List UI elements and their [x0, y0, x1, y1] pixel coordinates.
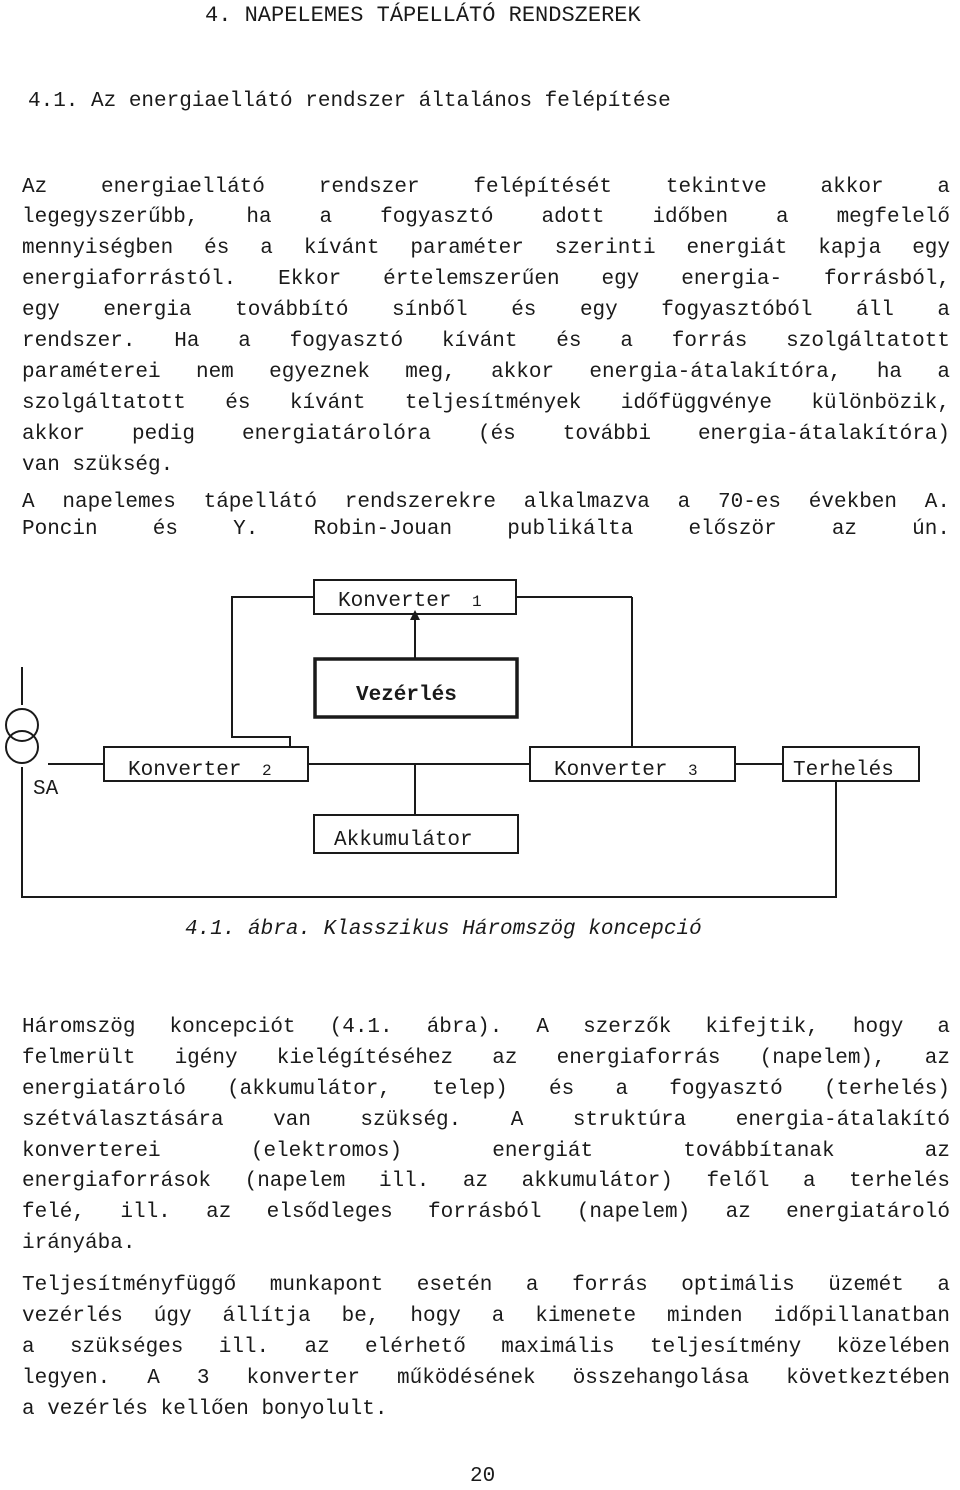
- paragraph-1-line: van szükség.: [22, 454, 174, 477]
- paragraph-1-line: szolgáltatott és kívánt teljesítmények időfüggvénye különbözik,: [22, 392, 950, 415]
- paragraph-4-line: vezérlés úgy állítja be, hogy a kimenete minden időpillanatban: [22, 1305, 950, 1328]
- konverter-1-label: Konverter 1: [338, 590, 482, 613]
- chapter-heading: 4. NAPELEMES TÁPELLÁTÓ RENDSZEREK: [205, 3, 641, 28]
- paragraph-2-line: Poncin és Y. Robin-Jouan publikálta először az ún.: [22, 518, 950, 541]
- paragraph-4-line: a vezérlés kellően bonyolult.: [22, 1398, 388, 1421]
- paragraph-2-line: A napelemes tápellátó rendszerekre alkalmazva a 70-es években A.: [22, 491, 950, 514]
- konverter-2-label: Konverter 2: [128, 759, 272, 782]
- page-number: 20: [470, 1465, 496, 1488]
- akkumulator-label: Akkumulátor: [334, 829, 473, 852]
- solar-array-circle-bottom: [6, 731, 38, 763]
- bus-line-top: [232, 597, 314, 747]
- paragraph-3-line: energiatároló (akkumulátor, telep) és a fogyasztó (terhelés): [22, 1078, 950, 1101]
- konverter-3-label: Konverter 3: [554, 759, 698, 782]
- paragraph-1-line: egy energia továbbító sínből és egy fogyasztóból áll a: [22, 299, 950, 322]
- paragraph-1-line: legegyszerűbb, ha a fogyasztó adott időben a megfelelő: [22, 206, 950, 229]
- triangle-concept-diagram: [0, 565, 960, 910]
- paragraph-3-line: szétválasztására van szükség. A struktúra energia-átalakító: [22, 1109, 950, 1132]
- paragraph-4-line: Teljesítményfüggő munkapont esetén a forrás optimális üzemét a: [22, 1274, 950, 1297]
- paragraph-1-line: rendszer. Ha a fogyasztó kívánt és a forrás szolgáltatott: [22, 330, 950, 353]
- figure-caption: 4.1. ábra. Klasszikus Háromszög koncepció: [185, 918, 702, 941]
- paragraph-3-line: energiaforrások (napelem ill. az akkumulátor) felől a terhelés: [22, 1170, 950, 1193]
- vezerles-label: Vezérlés: [356, 684, 457, 707]
- paragraph-4-line: a szükséges ill. az elérhető maximális teljesítmény közelében: [22, 1336, 950, 1359]
- paragraph-3-line: Háromszög koncepciót (4.1. ábra). A szerzők kifejtik, hogy a: [22, 1016, 950, 1039]
- paragraph-1-line: mennyiségben és a kívánt paraméter szerinti energiát kapja egy: [22, 237, 950, 260]
- paragraph-1-line: akkor pedig energiatárolóra (és további energia-átalakítóra): [22, 423, 950, 446]
- paragraph-3-line: irányába.: [22, 1232, 136, 1255]
- paragraph-1-line: energiaforrástól. Ekkor értelemszerűen egy energia- forrásból,: [22, 268, 950, 291]
- paragraph-1-line: paraméterei nem egyeznek meg, akkor energia-átalakítóra, ha a: [22, 361, 950, 384]
- terheles-label: Terhelés: [793, 759, 894, 782]
- sa-label: SA: [33, 778, 59, 801]
- paragraph-4-line: legyen. A 3 konverter működésének összehangolása következtében: [22, 1367, 950, 1390]
- paragraph-3-line: felé, ill. az elsődleges forrásból (napelem) az energiatároló: [22, 1201, 950, 1224]
- paragraph-3-line: konverterei (elektromos) energiát továbbítanak az: [22, 1140, 950, 1163]
- paragraph-1-line: Az energiaellátó rendszer felépítését tekintve akkor a: [22, 176, 950, 199]
- section-heading: 4.1. Az energiaellátó rendszer általános felépítése: [28, 90, 671, 113]
- paragraph-3-line: felmerült igény kielégítéséhez az energiaforrás (napelem), az: [22, 1047, 950, 1070]
